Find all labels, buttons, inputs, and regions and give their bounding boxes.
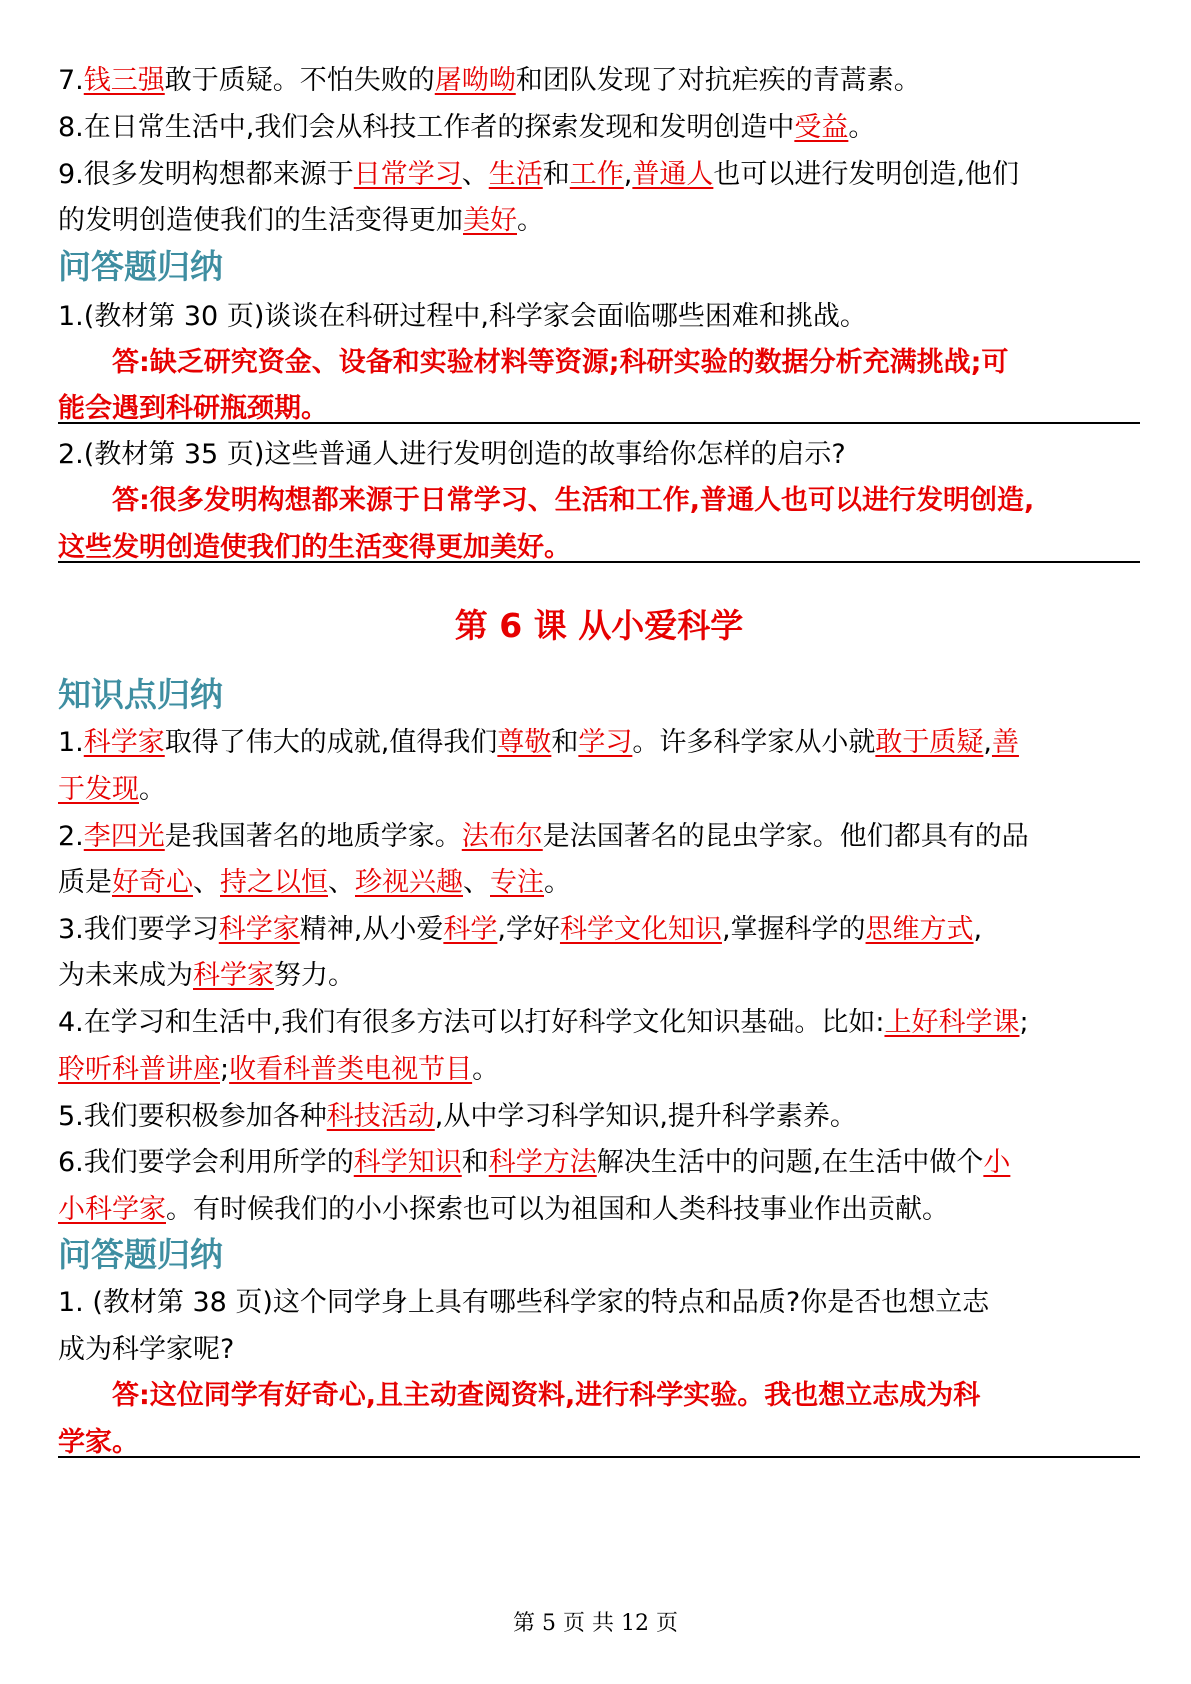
text: , (623, 159, 633, 190)
answer-blank: 科技活动 (326, 1101, 435, 1132)
text: 6.我们要学会利用所学的 (58, 1147, 354, 1178)
knowledge-heading: 知识点归纳 (58, 675, 223, 714)
answer-blank: 科学家 (218, 914, 300, 945)
text: 、 (463, 867, 490, 898)
text: , (973, 914, 983, 945)
answer-blank: 科学 (443, 914, 498, 945)
lesson6-item-5 (58, 1098, 857, 1136)
lesson6-item-1-line-1 (58, 724, 1019, 762)
answer-rule (58, 1456, 1140, 1458)
answer-blank: 科学文化知识 (559, 914, 722, 945)
lesson6-answer-1-line-2: 学家。 (58, 1427, 139, 1458)
item-7 (58, 62, 921, 100)
text: 、 (461, 159, 489, 190)
text: 努力。 (274, 960, 355, 991)
text: 。 (472, 1054, 500, 1085)
answer-blank: 学习 (578, 727, 633, 758)
text: 。 (139, 774, 166, 805)
text: , (983, 727, 992, 758)
answer-blank: 专注 (490, 867, 544, 898)
answer-blank: 小科学家 (58, 1194, 166, 1225)
answer-blank: 思维方式 (865, 914, 974, 945)
text: 、 (193, 867, 220, 898)
answer-blank: 珍视兴趣 (355, 867, 463, 898)
answer-blank: 日常学习 (353, 159, 462, 190)
answer-blank: 善 (991, 727, 1019, 758)
answer-blank: 科学家 (193, 960, 274, 991)
item-number: 7. (58, 65, 84, 96)
lesson6-item-3-line-2 (58, 957, 355, 995)
text: 5.我们要积极参加各种 (58, 1101, 327, 1132)
text: 、 (328, 867, 355, 898)
answer-blank: 持之以恒 (220, 867, 328, 898)
text: ; (220, 1054, 230, 1085)
text: 是我国著名的地质学家。 (164, 821, 462, 852)
text: 为未来成为 (58, 960, 193, 991)
text: 3.我们要学习 (58, 914, 219, 945)
text: 的发明创造使我们的生活变得更加 (58, 205, 463, 236)
answer-blank: 科学知识 (353, 1147, 462, 1178)
answer-1-line-1: 答:缺乏研究资金、设备和实验材料等资源;科研实验的数据分析充满挑战;可 (112, 347, 1009, 378)
answer-blank: 聆听科普讲座 (58, 1054, 220, 1085)
page-footer: 第 5 页 共 12 页 (513, 1611, 678, 1636)
answer-blank: 科学方法 (488, 1147, 597, 1178)
answer-blank: 法布尔 (461, 821, 543, 852)
answer-blank: 科学家 (83, 727, 165, 758)
text: 。 (848, 112, 876, 143)
answer-blank: 于发现 (58, 774, 139, 805)
text: 和团队发现了对抗疟疾的青蒿素。 (515, 65, 921, 96)
answer-blank: 普通人 (632, 159, 714, 190)
item-9-line-2 (58, 202, 544, 240)
text: ,从中学习科学知识,提升科学素养。 (434, 1101, 857, 1132)
item-number: 1. (58, 727, 84, 758)
answer-blank: 美好 (463, 205, 517, 236)
question-1: 1.(教材第 30 页)谈谈在科研过程中,科学家会面临哪些困难和挑战。 (58, 301, 867, 332)
text: 也可以进行发明创造,他们 (713, 159, 1019, 190)
lesson6-item-4-line-1 (58, 1004, 1029, 1042)
lesson6-item-2-line-1 (58, 818, 1029, 856)
lesson6-item-6-line-2 (58, 1191, 949, 1229)
answer-blank: 李四光 (83, 821, 165, 852)
text: 取得了伟大的成就,值得我们 (164, 727, 498, 758)
lesson6-item-4-line-2 (58, 1051, 499, 1089)
lesson-title: 第 6 课 从小爱科学 (454, 606, 744, 645)
item-number: 2. (58, 821, 84, 852)
item-9-line-1 (58, 156, 1019, 194)
lesson6-item-1-line-2 (58, 771, 166, 809)
text: ,掌握科学的 (721, 914, 866, 945)
qa-heading: 问答题归纳 (58, 247, 223, 286)
question-2: 2.(教材第 35 页)这些普通人进行发明创造的故事给你怎样的启示? (58, 439, 846, 470)
text: ,学好 (497, 914, 560, 945)
qa-heading: 问答题归纳 (58, 1235, 223, 1274)
answer-blank: 尊敬 (497, 727, 552, 758)
text: 精神,从小爱 (299, 914, 444, 945)
lesson6-item-6-line-1 (58, 1144, 1010, 1182)
text: 敢于质疑。不怕失败的 (164, 65, 435, 96)
text: 和 (461, 1147, 489, 1178)
text: ; (1019, 1007, 1029, 1038)
item-8 (58, 109, 875, 147)
text: 。许多科学家从小就 (632, 727, 876, 758)
text: 9.很多发明构想都来源于 (58, 159, 354, 190)
text: 。 (517, 205, 544, 236)
text: 解决生活中的问题,在生活中做个 (596, 1147, 984, 1178)
answer-2-line-2: 这些发明创造使我们的生活变得更加美好。 (58, 532, 571, 563)
text: 。 (544, 867, 571, 898)
answer-2-line-1: 答:很多发明构想都来源于日常学习、生活和工作,普通人也可以进行发明创造, (112, 485, 1035, 516)
text: 8.在日常生活中,我们会从科技工作者的探索发现和发明创造中 (58, 112, 795, 143)
answer-blank: 受益 (794, 112, 849, 143)
text: 和 (542, 159, 570, 190)
lesson6-item-3-line-1 (58, 911, 982, 949)
text: 4.在学习和生活中,我们有很多方法可以打好科学文化知识基础。比如: (58, 1007, 885, 1038)
answer-blank: 好奇心 (112, 867, 193, 898)
answer-blank: 屠呦呦 (434, 65, 516, 96)
text: 。有时候我们的小小探索也可以为祖国和人类科技事业作出贡献。 (166, 1194, 949, 1225)
answer-1-line-2: 能会遇到科研瓶颈期。 (58, 393, 328, 424)
lesson6-question-1-line-1: 1. (教材第 38 页)这个同学身上具有哪些科学家的特点和品质?你是否也想立志 (58, 1287, 990, 1318)
text: 质是 (58, 867, 112, 898)
answer-rule (58, 422, 1140, 424)
answer-blank: 敢于质疑 (875, 727, 984, 758)
answer-blank: 收看科普类电视节目 (229, 1054, 473, 1085)
text: 是法国著名的昆虫学家。他们都具有的品 (542, 821, 1029, 852)
answer-rule (58, 561, 1140, 563)
text: 和 (551, 727, 579, 758)
lesson6-question-1-line-2: 成为科学家呢? (58, 1334, 235, 1365)
lesson6-answer-1-line-1: 答:这位同学有好奇心,且主动查阅资料,进行科学实验。我也想立志成为科 (112, 1380, 981, 1411)
answer-blank: 生活 (488, 159, 543, 190)
answer-blank: 工作 (569, 159, 624, 190)
answer-blank: 上好科学课 (884, 1007, 1020, 1038)
answer-blank: 钱三强 (83, 65, 165, 96)
answer-blank: 小 (983, 1147, 1011, 1178)
lesson6-item-2-line-2 (58, 864, 571, 902)
